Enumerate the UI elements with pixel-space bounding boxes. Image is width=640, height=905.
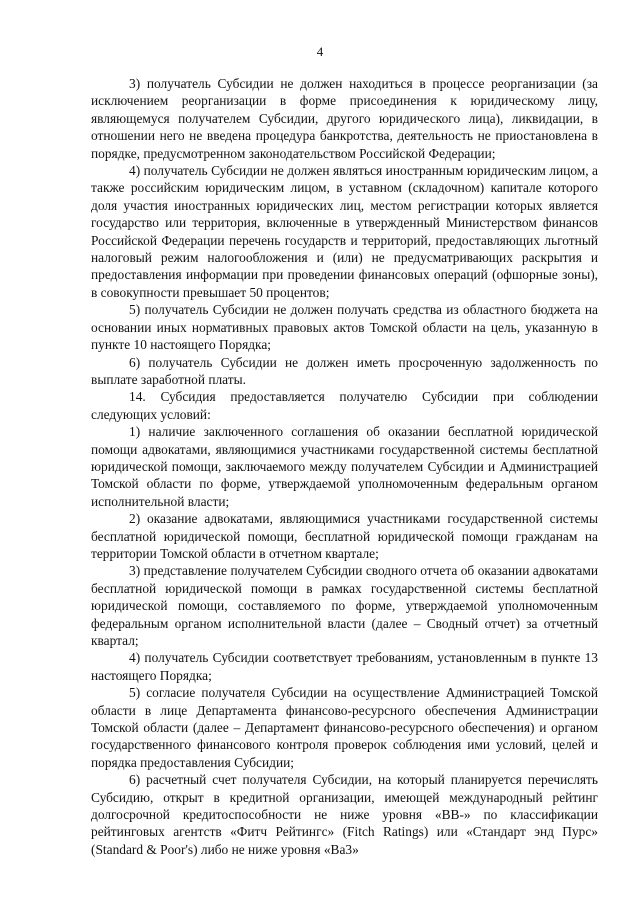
condition-item-3: 3) представление получателем Субсидии сводного отчета об оказании адвокатами бесплатной юридической помощи в рамках государственной системы бесплатной юридической помощи, составляемого по форме, утверждаемой уполномоченным федеральным органом исполнительной власти (далее – Сводный отчет) за отчетный квартал; (91, 563, 598, 648)
condition-item-2: 2) оказание адвокатами, являющимися участниками государственной системы бесплатной юридической помощи, бесплатной юридической помощи гражданам на территории Томской области в отчетном квартале; (91, 511, 598, 561)
condition-item-4: 4) получатель Субсидии соответствует требованиям, установленным в пункте 13 настоящего Порядка; (91, 650, 598, 683)
paragraph-item-6: 6) получатель Субсидии не должен иметь просроченную задолженность по выплате заработной платы. (91, 354, 598, 387)
body-text (91, 75, 598, 858)
paragraph-clause-14: 14. Субсидия предоставляется получателю Субсидии при соблюдении следующих условий: (91, 389, 598, 422)
condition-item-6: 6) расчетный счет получателя Субсидии, на который планируется перечислять Субсидию, открыт в кредитной организации, имеющей международный рейтинг долгосрочной кредитоспособности не ниже уровня «ВВ-» по классификации рейтинговых агентств «Фитч Рейтингс» (Fitch Ratings) или «Стандарт энд Пурс» (Standard & Poor's) либо не ниже уровня «Ва3» (91, 772, 598, 857)
condition-item-1: 1) наличие заключенного соглашения об оказании бесплатной юридической помощи адвокатами, являющимися участниками государственной системы бесплатной юридической помощи, заключаемого между получателем Субсидии и Администрацией Томской области по форме, утверждаемой уполномоченным федеральным органом исполнительной власти; (91, 424, 598, 509)
paragraph-item-5: 5) получатель Субсидии не должен получать средства из областного бюджета на основании иных нормативных правовых актов Томской области на цель, указанную в пункте 10 настоящего Порядка; (91, 302, 598, 353)
page-number: 4 (316, 44, 324, 59)
condition-item-5: 5) согласие получателя Субсидии на осуществление Администрацией Томской области в лице Департамента финансово-ресурсного обеспечения Администрации Томской области (далее – Департамент финансово-ресурсного обеспечения) и органом государственного финансового контроля проверок соблюдения ими условий, целей и порядка предоставления Субсидии; (91, 685, 598, 770)
paragraph-item-4: 4) получатель Субсидии не должен являться иностранным юридическим лицом, а также российским юридическим лицом, в уставном (складочном) капитале которого доля участия иностранных юридических лиц, местом регистрации которых является государство или территория, включенные в утвержденный Министерством финансов Российской Федерации перечень государств и территорий, предоставляющих льготный налоговый режим налогообложения и (или) не предусматривающих раскрытия и предоставления информации при проведении финансовых операций (офшорные зоны), в совокупности превышает 50 процентов; (91, 163, 598, 300)
paragraph-item-3: 3) получатель Субсидии не должен находиться в процессе реорганизации (за исключением реорганизации в форме присоединения к юридическому лицу, являющемуся получателем Субсидии, другого юридического лица), ликвидации, в отношении него не введена процедура банкротства, деятельность не приостановлена в порядке, предусмотренном законодательством Российской Федерации; (91, 76, 598, 161)
